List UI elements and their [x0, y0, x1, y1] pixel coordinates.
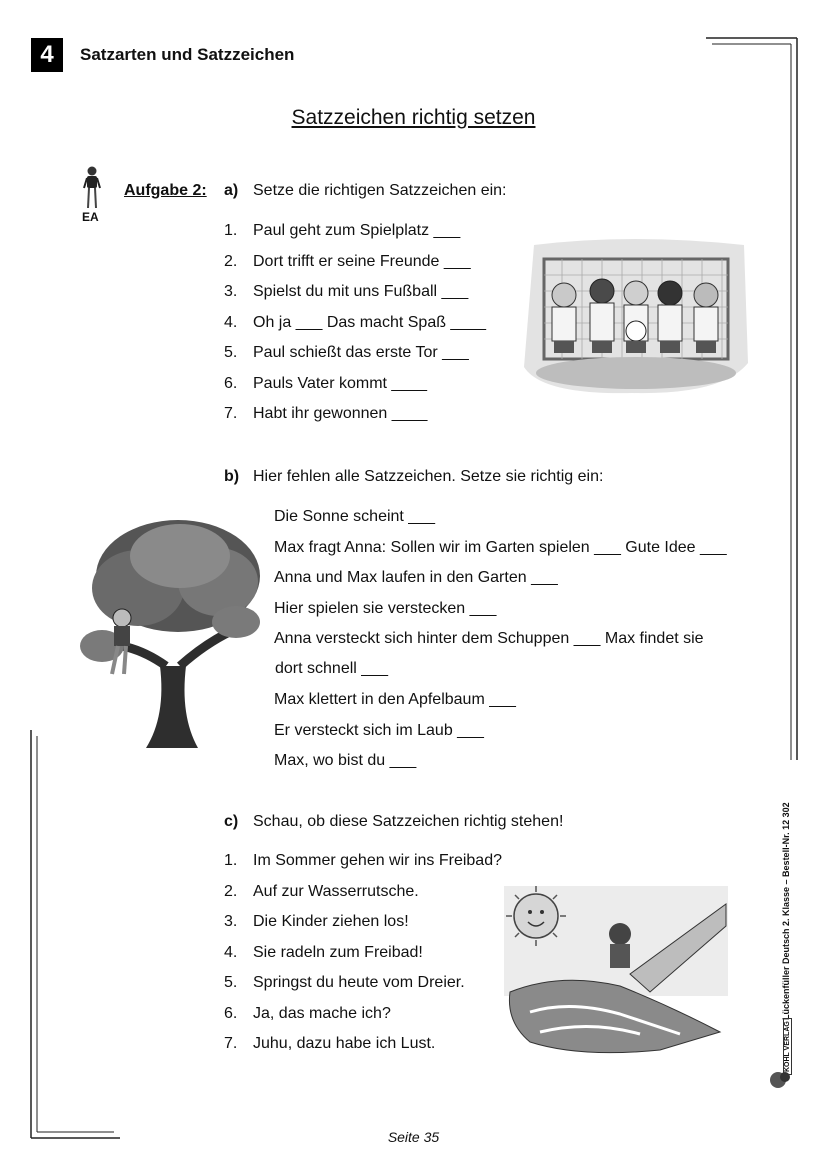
list-item: Die Sonne scheint ___ [274, 508, 435, 525]
list-item: Hier spielen sie verstecken ___ [274, 599, 497, 617]
soccer-team-illustration [522, 235, 750, 403]
page-number: Seite 35 [387, 1129, 440, 1145]
list-item: 3. Die Kinder ziehen los! [224, 913, 409, 930]
part-a-instruction: Setze die richtigen Satzzeichen ein: [253, 182, 507, 199]
part-c-instruction: Schau, ob diese Satzzeichen richtig stehen! [253, 813, 564, 830]
list-item: 3. Spielst du mit uns Fußball ___ [224, 283, 469, 300]
list-item: Anna versteckt sich hinter dem Schuppen ___ Max findet sie [274, 630, 704, 647]
list-item: Max klettert in den Apfelbaum ___ [274, 691, 516, 708]
task-label: Aufgabe 2: [124, 182, 207, 199]
part-c-letter: c) [224, 813, 239, 830]
part-b-letter: b) [224, 468, 240, 485]
list-item: 6. Ja, das mache ich? [224, 1004, 391, 1022]
waterslide-illustration [500, 882, 732, 1058]
tree-illustration [68, 516, 268, 754]
chapter-number-badge: 4 [31, 38, 63, 72]
list-item: 2. Auf zur Wasserrutsche. [224, 882, 419, 900]
list-item: 1. Im Sommer gehen wir ins Freibad? [224, 852, 502, 869]
list-item: 5. Springst du heute vom Dreier. [224, 974, 465, 991]
publisher-logo-icon [768, 1068, 792, 1092]
list-item: 7. Habt ihr gewonnen ____ [224, 405, 428, 422]
list-item: 7. Juhu, dazu habe ich Lust. [224, 1035, 436, 1052]
work-form-label: EA [82, 210, 99, 224]
list-item: 2. Dort trifft er seine Freunde ___ [224, 252, 471, 270]
list-item: Max fragt Anna: Sollen wir im Garten spielen ___ Gute Idee ___ [274, 538, 727, 556]
publisher-logo: KOHL VERLAG [781, 1020, 795, 1075]
list-item: Max, wo bist du ___ [274, 752, 417, 769]
page-title: Satzzeichen richtig setzen [291, 106, 536, 129]
list-item: 4. Sie radeln zum Freibad! [224, 943, 423, 961]
chapter-title: Satzarten und Satzzeichen [80, 45, 295, 64]
list-item: 4. Oh ja ___ Das macht Spaß ____ [224, 313, 487, 331]
list-item: Er versteckt sich im Laub ___ [274, 721, 484, 739]
single-work-figure-icon [83, 166, 101, 210]
order-number-sidebar: Lückenfüller Deutsch 2. Klasse – Bestell-Nr. 12 302 [781, 802, 791, 1020]
list-item: 1. Paul geht zum Spielplatz ___ [224, 222, 461, 239]
list-item: 5. Paul schießt das erste Tor ___ [224, 344, 469, 361]
part-b-instruction: Hier fehlen alle Satzzeichen. Setze sie richtig ein: [253, 468, 604, 485]
list-item: dort schnell ___ [275, 660, 388, 677]
list-item: Anna und Max laufen in den Garten ___ [274, 569, 558, 586]
list-item: 6. Pauls Vater kommt ____ [224, 374, 428, 392]
part-a-letter: a) [224, 182, 239, 199]
